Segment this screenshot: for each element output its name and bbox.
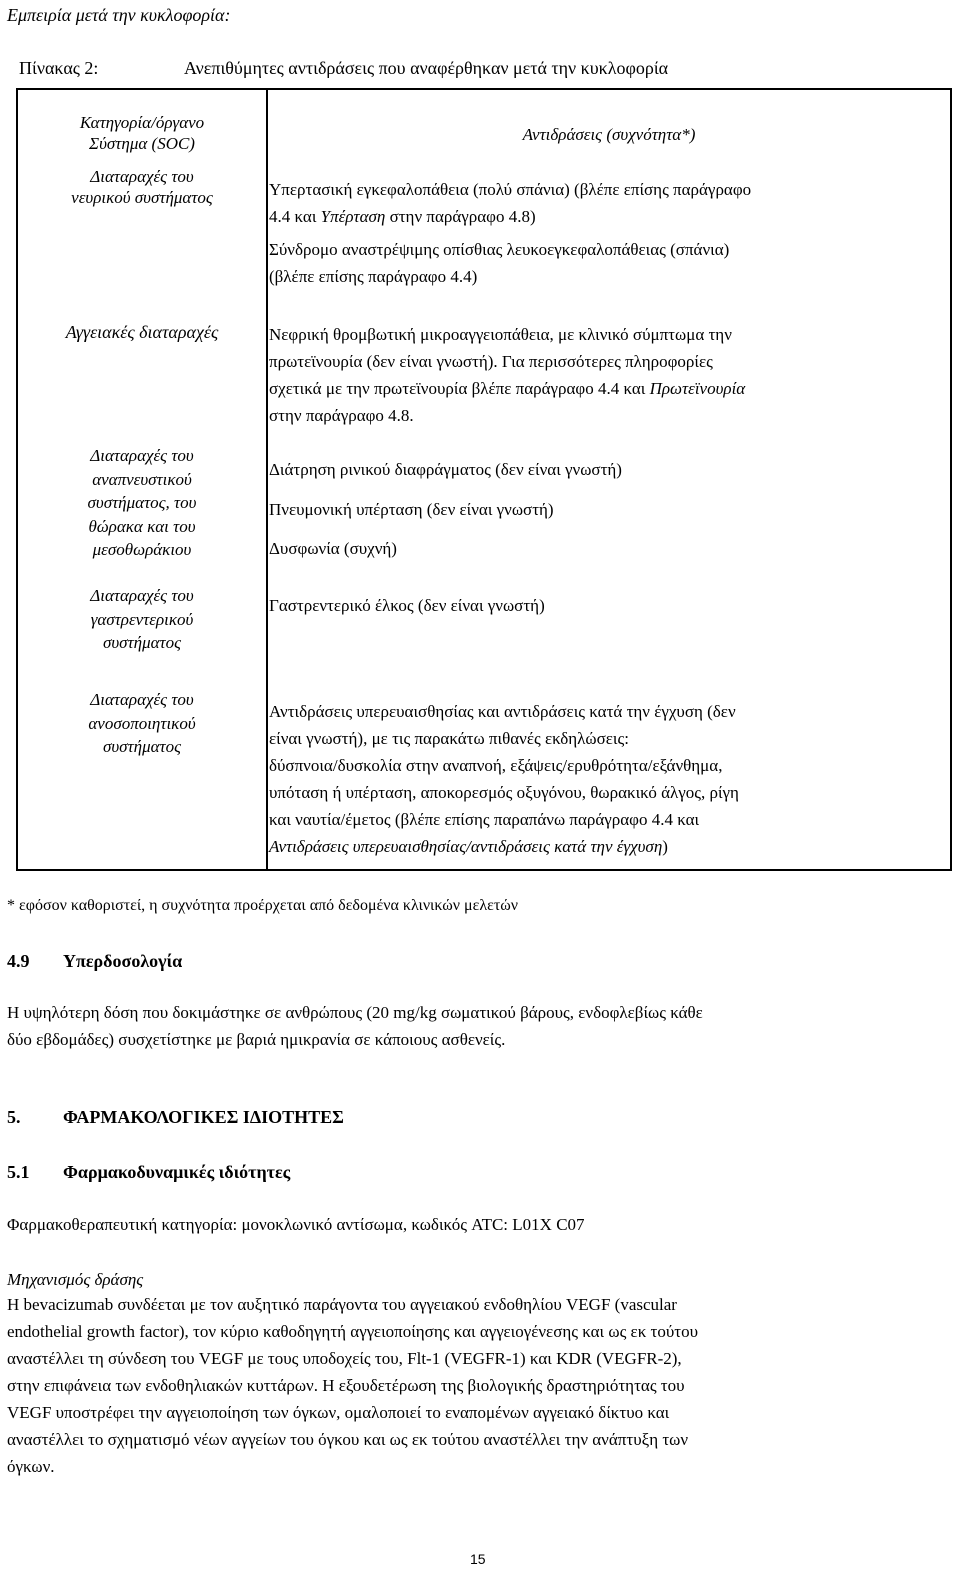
soc-line: Διαταραχές του bbox=[90, 446, 194, 465]
soc-line: συστήματος bbox=[102, 633, 182, 652]
section-4-9-title: Υπερδοσολογία bbox=[63, 951, 183, 971]
reaction-line: Νεφρική θρομβωτική μικροαγγειοπάθεια, με κλινικό σύμπτωμα την bbox=[269, 325, 732, 344]
cross-reference-proteinuria: Πρωτεϊνουρία bbox=[649, 379, 746, 398]
reaction-renal-tma bbox=[269, 321, 949, 429]
soc-line: Διαταραχές του bbox=[90, 586, 194, 605]
reaction-nasal-septum-perforation: Διάτρηση ρινικού διαφράγματος (δεν είναι γνωστή) bbox=[269, 460, 622, 479]
soc-vascular bbox=[18, 322, 266, 343]
reaction-line: και ναυτία/έμετος (βλέπε επίσης παραπάνω παράγραφο 4.4 και bbox=[269, 810, 700, 829]
table-footnote: * εφόσον καθοριστεί, η συχνότητα προέρχεται από δεδομένα κλινικών μελετών bbox=[7, 897, 519, 914]
soc-gastrointestinal bbox=[18, 584, 266, 655]
reaction-pres bbox=[269, 236, 949, 290]
soc-line: συστήματος, του bbox=[87, 493, 197, 512]
overdose-paragraph bbox=[7, 999, 952, 1053]
reaction-hypersensitivity bbox=[269, 698, 949, 860]
reaction-dysphonia: Δυσφωνία (συχνή) bbox=[269, 539, 397, 558]
atc-classification: Φαρμακοθεραπευτική κατηγορία: μονοκλωνικό αντίσωμα, κωδικός ATC: L01X C07 bbox=[7, 1215, 585, 1234]
paragraph-line: στην επιφάνεια των ενδοθηλιακών κυττάρων. Η εξουδετέρωση της βιολογικής δραστηριότητας του bbox=[7, 1376, 685, 1395]
reaction-gi-ulcer: Γαστρεντερικό έλκος (δεν είναι γνωστή) bbox=[269, 596, 545, 615]
paragraph-line: όγκων. bbox=[7, 1457, 55, 1476]
reaction-line: Αντιδράσεις υπερευαισθησίας/αντιδράσεις κατά την έγχυση) bbox=[269, 837, 668, 856]
paragraph-line: Η υψηλότερη δόση που δοκιμάστηκε σε ανθρώπους (20 mg/kg σωματικού βάρους, ενδοφλεβίως κάθε bbox=[7, 1003, 703, 1022]
paragraph-line: endothelial growth factor), τον κύριο καθοδηγητή αγγειοποίησης και αγγειογένεσης και ως εκ τούτου bbox=[7, 1322, 699, 1341]
mechanism-paragraph bbox=[7, 1291, 952, 1480]
cross-reference-infusion-reactions: Αντιδράσεις υπερευαισθησίας/αντιδράσεις κατά την έγχυση bbox=[269, 837, 663, 856]
reaction-line: Αντιδράσεις υπερευαισθησίας και αντιδράσεις κατά την έγχυση (δεν bbox=[269, 702, 736, 721]
header-soc bbox=[18, 112, 266, 154]
paragraph-line: VEGF υποστρέφει την αγγειοποίηση των όγκων, ομαλοποιεί το εναπομένων αγγειακό δίκτυο και bbox=[7, 1403, 670, 1422]
header-soc-line2: Σύστημα (SOC) bbox=[89, 134, 195, 153]
soc-line: συστήματος bbox=[102, 737, 182, 756]
column-divider bbox=[266, 90, 268, 869]
cross-reference-hypertension: Υπέρταση bbox=[320, 207, 386, 226]
reaction-line: Υπερτασική εγκεφαλοπάθεια (πολύ σπάνια) (βλέπε επίσης παράγραφο bbox=[269, 180, 752, 199]
soc-line: νευρικού συστήματος bbox=[71, 188, 213, 207]
reaction-line: σχετικά με την πρωτεϊνουρία βλέπε παράγραφο 4.4 και Πρωτεϊνουρία bbox=[269, 379, 746, 398]
section-5-1-number: 5.1 bbox=[7, 1162, 30, 1182]
header-reactions: Αντιδράσεις (συχνότητα*) bbox=[522, 125, 696, 144]
postmarketing-heading: Εμπειρία μετά την κυκλοφορία: bbox=[7, 5, 231, 25]
soc-line: Διαταραχές του bbox=[90, 690, 194, 709]
reaction-line: 4.4 και Υπέρταση στην παράγραφο 4.8) bbox=[269, 207, 536, 226]
soc-line: αναπνευστικού bbox=[92, 469, 192, 489]
paragraph-line: Η bevacizumab συνδέεται με τον αυξητικό παράγοντα του αγγειακού ενδοθηλίου VEGF (vascular bbox=[7, 1295, 677, 1314]
soc-line: Αγγειακές διαταραχές bbox=[65, 322, 219, 342]
reaction-line: (βλέπε επίσης παράγραφο 4.4) bbox=[269, 267, 478, 286]
reaction-hypertensive-encephalopathy bbox=[269, 176, 949, 230]
soc-line: ανοσοποιητικού bbox=[88, 713, 196, 733]
paragraph-line: αναστέλλει το σχηματισμό νέων αγγείων του όγκου και ως εκ τούτου αναστέλλει την ανάπτυξη των bbox=[7, 1430, 689, 1449]
soc-nervous-system bbox=[18, 166, 266, 208]
soc-line: θώρακα και του bbox=[88, 516, 196, 536]
reaction-line: πρωτεϊνουρία (δεν είναι γνωστή). Για περισσότερες πληροφορίες bbox=[269, 352, 713, 371]
reaction-line: υπόταση ή υπέρταση, αποκορεσμός οξυγόνου, θωρακικό άλγος, ρίγη bbox=[269, 783, 739, 802]
header-soc-line1: Κατηγορία/όργανο bbox=[79, 113, 205, 132]
reaction-line: δύσπνοια/δυσκολία στην αναπνοή, εξάψεις/ερυθρότητα/εξάνθημα, bbox=[269, 756, 723, 775]
reaction-line: στην παράγραφο 4.8. bbox=[269, 406, 414, 425]
mechanism-heading: Μηχανισμός δράσης bbox=[7, 1270, 144, 1289]
reaction-line: είναι γνωστή), με τις παρακάτω πιθανές εκδηλώσεις: bbox=[269, 729, 629, 748]
soc-line: μεσοθωράκιου bbox=[92, 540, 192, 559]
page-number: 15 bbox=[470, 1551, 486, 1567]
section-4-9-number: 4.9 bbox=[7, 951, 30, 971]
reaction-line: Σύνδρομο αναστρέψιμης οπίσθιας λευκοεγκεφαλοπάθειας (σπάνια) bbox=[269, 240, 730, 259]
table-caption-label: Πίνακας 2: bbox=[19, 58, 99, 78]
soc-line: Διαταραχές του bbox=[90, 167, 194, 186]
adverse-reactions-table bbox=[16, 88, 952, 871]
soc-immune-system bbox=[18, 688, 266, 759]
table-caption-title: Ανεπιθύμητες αντιδράσεις που αναφέρθηκαν μετά την κυκλοφορία bbox=[184, 58, 669, 78]
soc-line: γαστρεντερικού bbox=[90, 609, 194, 629]
section-5-1-title: Φαρμακοδυναμικές ιδιότητες bbox=[63, 1162, 291, 1182]
soc-respiratory bbox=[18, 444, 266, 562]
reaction-pulmonary-hypertension: Πνευμονική υπέρταση (δεν είναι γνωστή) bbox=[269, 500, 554, 519]
paragraph-line: αναστέλλει τη σύνδεση του VEGF με τους υποδοχείς του, Flt-1 (VEGFR-1) και KDR (VEGFR-2), bbox=[7, 1349, 682, 1368]
paragraph-line: δύο εβδομάδες) συσχετίστηκε με βαριά ημικρανία σε κάποιους ασθενείς. bbox=[7, 1030, 506, 1049]
section-5-number: 5. bbox=[7, 1107, 21, 1127]
section-5-title: ΦΑΡΜΑΚΟΛΟΓΙΚΕΣ ΙΔΙΟΤΗΤΕΣ bbox=[63, 1107, 344, 1127]
